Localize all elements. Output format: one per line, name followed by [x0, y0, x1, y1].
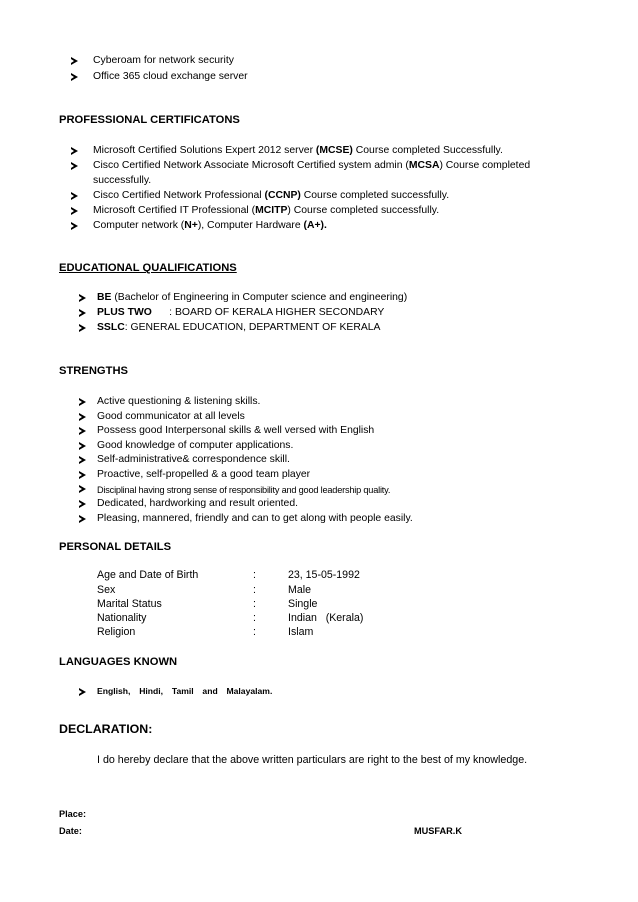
certification-item: Cisco Certified Network Associate Microsoft Certified system admin (MCSA) Course completed: [93, 160, 531, 171]
signature-name: MUSFAR.K: [414, 826, 462, 836]
section-heading-personal: PERSONAL DETAILS: [59, 541, 172, 553]
section-heading-strengths: STRENGTHS: [59, 365, 128, 377]
strength-item: Self-administrative& correspondence skill.: [97, 454, 290, 465]
declaration-text: I do hereby declare that the above written particulars are right to the best of my knowledge.: [97, 754, 528, 766]
strength-item: Possess good Interpersonal skills & well versed with English: [97, 425, 375, 436]
arrow-bullet-icon: [79, 500, 86, 508]
personal-value: 23, 15-05-1992: [288, 569, 360, 581]
certification-item: Microsoft Certified IT Professional (MCITP) Course completed successfully.: [93, 205, 440, 216]
arrow-bullet-icon: [79, 456, 86, 464]
personal-separator: :: [253, 569, 256, 581]
personal-label: Religion: [97, 626, 136, 638]
arrow-bullet-icon: [79, 485, 86, 493]
arrow-bullet-icon: [79, 309, 86, 317]
arrow-bullet-icon: [71, 192, 78, 200]
date-label: Date:: [59, 826, 82, 836]
personal-value: Male: [288, 584, 311, 596]
arrow-bullet-icon: [79, 398, 86, 406]
education-item: BE (Bachelor of Engineering in Computer science and engineering): [97, 292, 408, 303]
strength-item: Disciplinal having strong sense of responsibility and good leadership quality.: [97, 485, 391, 495]
arrow-bullet-icon: [79, 471, 86, 479]
personal-value: Indian (Kerala): [288, 612, 364, 624]
section-heading-certifications: PROFESSIONAL CERTIFICATONS: [59, 114, 240, 126]
personal-label: Age and Date of Birth: [97, 569, 199, 581]
language-item: English, Hindi, Tamil and Malayalam.: [97, 686, 273, 696]
certification-item: Computer network (N+), Computer Hardware (A+).: [93, 220, 327, 231]
arrow-bullet-icon: [79, 294, 86, 302]
personal-label: Nationality: [97, 612, 147, 624]
arrow-bullet-icon: [71, 147, 78, 155]
personal-separator: :: [253, 626, 256, 638]
top-bullet-item: Office 365 cloud exchange server: [93, 71, 248, 82]
certification-item: Cisco Certified Network Professional (CCNP) Course completed successfully.: [93, 190, 450, 201]
personal-separator: :: [253, 584, 256, 596]
strength-item: Active questioning & listening skills.: [97, 396, 261, 407]
personal-value: Single: [288, 598, 318, 610]
personal-value: Islam: [288, 626, 314, 638]
section-heading-languages: LANGUAGES KNOWN: [59, 656, 178, 668]
arrow-bullet-icon: [79, 413, 86, 421]
personal-label: Sex: [97, 584, 116, 596]
section-heading-declaration: DECLARATION:: [59, 722, 153, 736]
arrow-bullet-icon: [79, 427, 86, 435]
strength-item: Good communicator at all levels: [97, 411, 245, 422]
strength-item: Good knowledge of computer applications.: [97, 440, 294, 451]
certification-item: Microsoft Certified Solutions Expert 2012 server (MCSE) Course completed Successfully.: [93, 145, 503, 156]
arrow-bullet-icon: [79, 688, 86, 696]
strength-item: Proactive, self-propelled & a good team player: [97, 469, 311, 480]
arrow-bullet-icon: [71, 162, 78, 170]
personal-separator: :: [253, 612, 256, 624]
arrow-bullet-icon: [71, 222, 78, 230]
arrow-bullet-icon: [79, 324, 86, 332]
arrow-bullet-icon: [71, 57, 78, 65]
arrow-bullet-icon: [79, 515, 86, 523]
top-bullet-item: Cyberoam for network security: [93, 55, 234, 66]
section-heading-education: EDUCATIONAL QUALIFICATIONS: [59, 262, 237, 274]
arrow-bullet-icon: [71, 207, 78, 215]
arrow-bullet-icon: [79, 442, 86, 450]
education-item: SSLC: GENERAL EDUCATION, DEPARTMENT OF KERALA: [97, 322, 381, 333]
strength-item: Dedicated, hardworking and result oriented.: [97, 498, 299, 509]
personal-separator: :: [253, 598, 256, 610]
arrow-bullet-icon: [71, 73, 78, 81]
education-item: PLUS TWO : BOARD OF KERALA HIGHER SECONDARY: [97, 307, 385, 318]
place-label: Place:: [59, 809, 87, 819]
certification-item-continuation: successfully.: [93, 175, 152, 186]
personal-label: Marital Status: [97, 598, 162, 610]
strength-item: Pleasing, mannered, friendly and can to get along with people easily.: [97, 513, 413, 524]
